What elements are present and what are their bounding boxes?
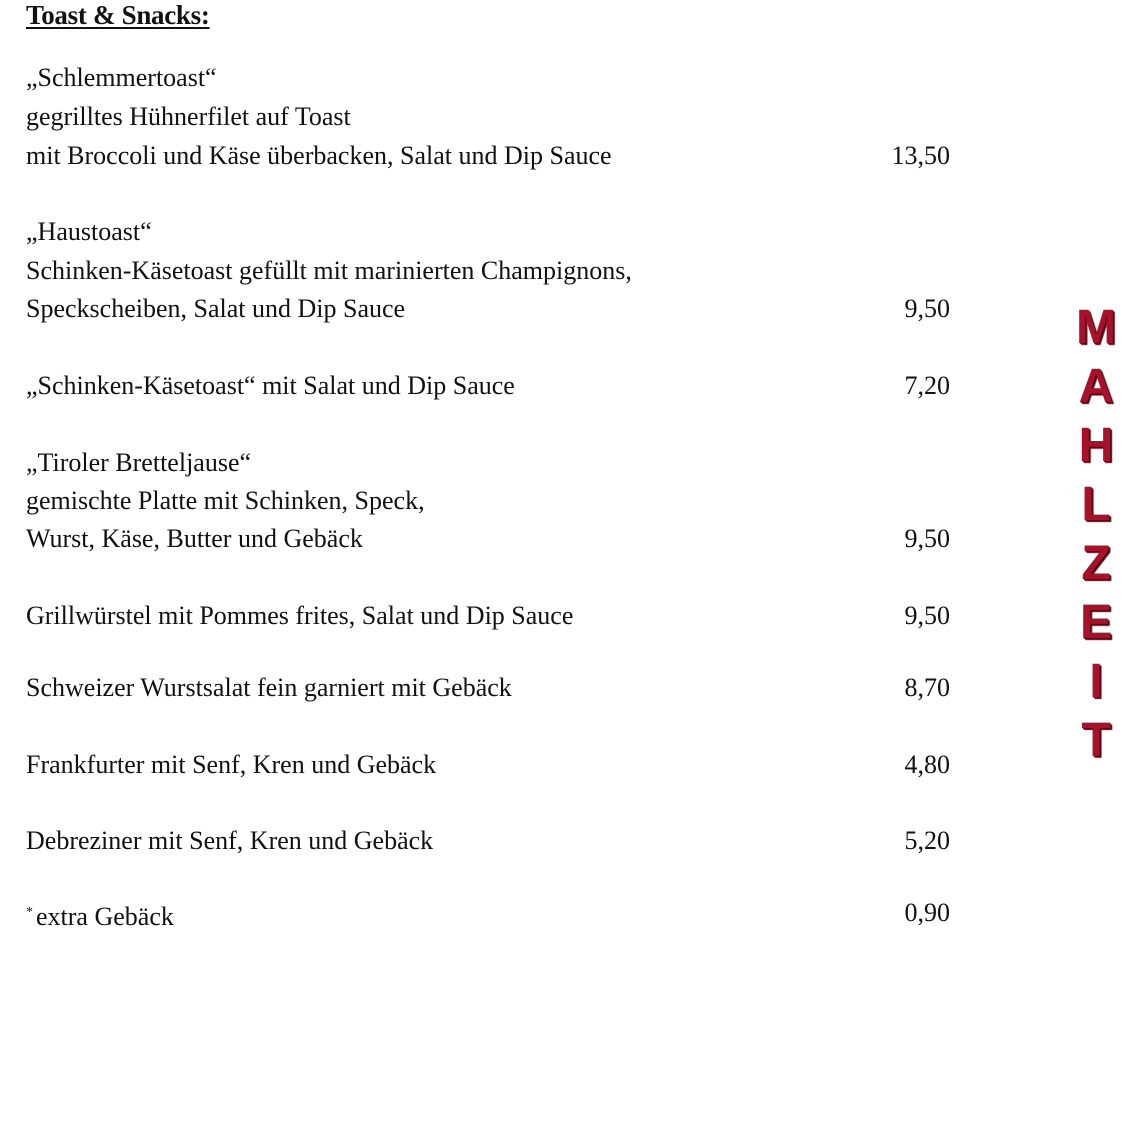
menu-item-title: Frankfurter mit Senf, Kren und Gebäck	[26, 750, 437, 779]
menu-item-title: Schweizer Wurstsalat fein garniert mit Gebäck	[26, 673, 512, 702]
menu-item-title: „Haustoast“	[26, 217, 152, 246]
menu-item-description: Wurst, Käse, Butter und Gebäck	[26, 524, 363, 553]
menu-item-description: gegrilltes Hühnerfilet auf Toast	[26, 102, 351, 131]
logo-letter: M	[1076, 301, 1116, 354]
menu-section-heading: Toast & Snacks:	[26, 0, 210, 30]
logo-letter: L	[1081, 478, 1111, 531]
menu-item-price: 7,20	[904, 371, 950, 400]
footnote-marker: *	[26, 905, 33, 920]
logo-letter: A	[1078, 360, 1114, 413]
menu-item-price: 0,90	[904, 898, 950, 927]
menu-item-price: 4,80	[904, 750, 950, 779]
menu-item-description: mit Broccoli und Käse überbacken, Salat und Dip Sauce	[26, 141, 612, 170]
mahlzeit-vertical-logo	[1074, 300, 1118, 772]
menu-item-title: „Schinken-Käsetoast“ mit Salat und Dip Sauce	[26, 371, 515, 400]
menu-item-description: Speckscheiben, Salat und Dip Sauce	[26, 294, 406, 323]
menu-item-price: 9,50	[904, 601, 950, 630]
logo-letter: E	[1079, 596, 1112, 649]
menu-item-description: Schinken-Käsetoast gefüllt mit marinierten Champignons,	[26, 256, 632, 285]
menu-item-price: 13,50	[891, 141, 950, 170]
menu-item-title-text: extra Gebäck	[36, 902, 174, 931]
menu-item-price: 5,20	[904, 826, 950, 855]
menu-item-price: 9,50	[904, 294, 950, 323]
menu-item-title: „Schlemmertoast“	[26, 63, 217, 92]
logo-letter: H	[1078, 419, 1114, 472]
menu-item-price: 8,70	[904, 673, 950, 702]
menu-item-title: Grillwürstel mit Pommes frites, Salat und Dip Sauce	[26, 601, 574, 630]
menu-item-title: „Tiroler Bretteljause“	[26, 448, 252, 477]
menu-item-description: gemischte Platte mit Schinken, Speck,	[26, 486, 425, 515]
menu-item-title	[26, 897, 174, 933]
logo-letter: Z	[1081, 537, 1111, 590]
logo-letter: T	[1081, 714, 1111, 767]
menu-item-title: Debreziner mit Senf, Kren und Gebäck	[26, 826, 434, 855]
logo-letter: I	[1089, 655, 1103, 708]
menu-item-price: 9,50	[904, 524, 950, 553]
